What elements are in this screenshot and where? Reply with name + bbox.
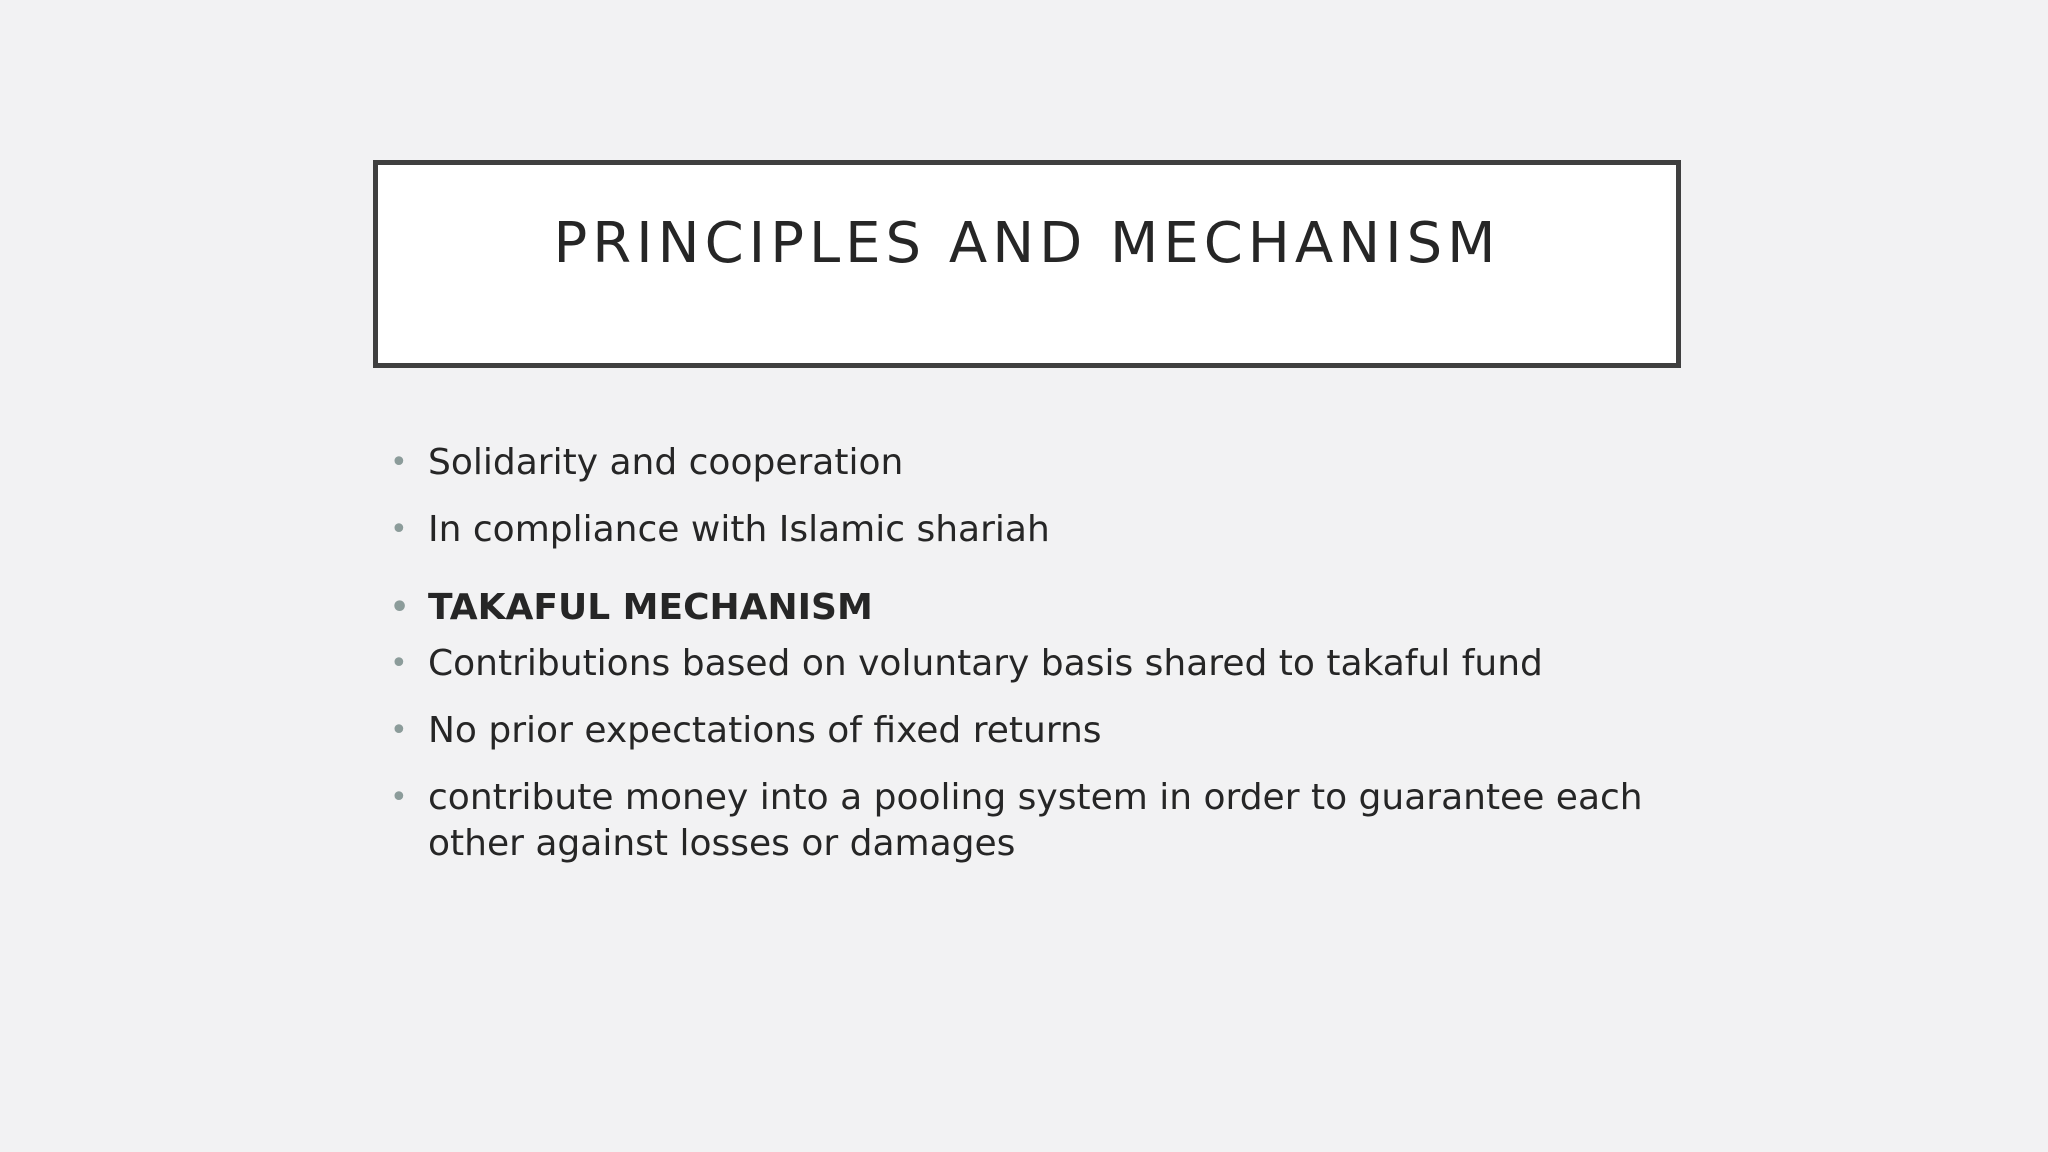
bullet-item-heading: [390, 585, 1690, 631]
bullet-text: TAKAFUL MECHANISM: [428, 587, 873, 628]
title-box: [373, 160, 1681, 368]
bullet-text: No prior expectations of fixed returns: [428, 710, 1102, 751]
bullet-dot-icon: •: [390, 713, 408, 748]
bullet-item: [390, 641, 1690, 687]
bullet-item: [390, 507, 1690, 553]
slide-title: PRINCIPLES AND MECHANISM: [553, 211, 1501, 276]
bullet-dot-icon: •: [390, 646, 408, 681]
bullet-item: [390, 440, 1690, 486]
bullet-text: Contributions based on voluntary basis shared to takaful fund: [428, 643, 1543, 684]
bullet-item: [390, 775, 1690, 867]
bullet-dot-icon: •: [390, 780, 408, 815]
bullet-text: contribute money into a pooling system in order to guarantee each other against losses or damages: [428, 777, 1643, 864]
bullet-text: In compliance with Islamic shariah: [428, 509, 1050, 550]
bullet-list: [390, 440, 1690, 867]
bullet-dot-icon: •: [390, 512, 408, 547]
bullet-dot-icon: •: [390, 590, 410, 625]
bullet-item: [390, 708, 1690, 754]
bullet-text: Solidarity and cooperation: [428, 442, 904, 483]
bullet-dot-icon: •: [390, 445, 408, 480]
